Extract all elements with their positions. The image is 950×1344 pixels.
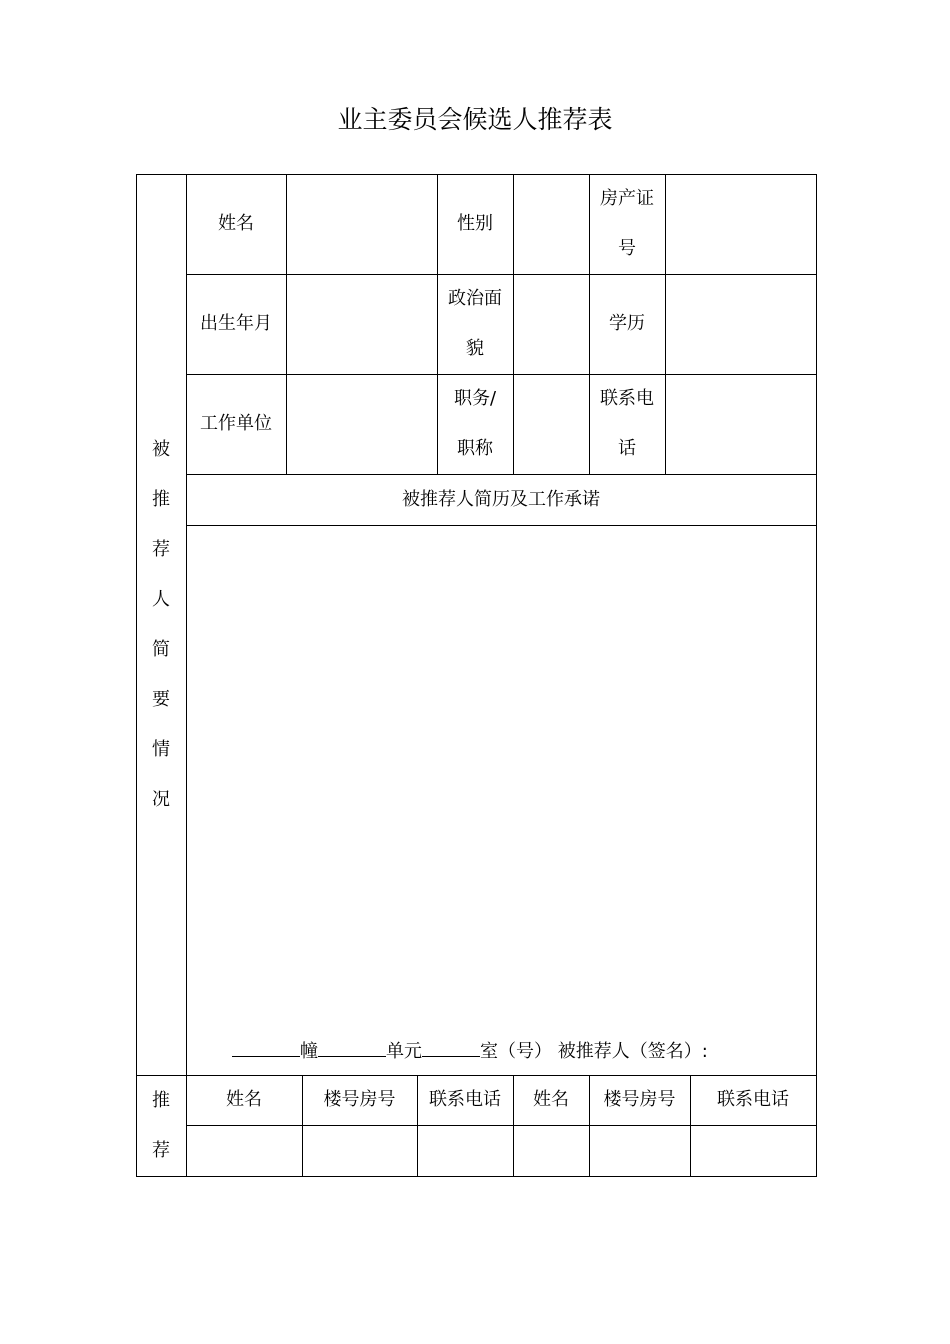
value-education[interactable]	[665, 274, 817, 375]
label-phone-text: 联系电话	[600, 388, 654, 459]
rec-value-name-2[interactable]	[513, 1125, 590, 1177]
rec-header-room-2: 楼号房号	[589, 1075, 691, 1126]
label-birth: 出生年月	[186, 274, 287, 375]
rec-header-phone-1: 联系电话	[417, 1075, 514, 1126]
resume-header: 被推荐人简历及工作承诺	[186, 474, 817, 526]
unit-blank[interactable]	[318, 1036, 386, 1057]
resume-body[interactable]	[186, 525, 817, 1076]
label-political	[437, 274, 514, 375]
side-label-recommender	[136, 1075, 187, 1177]
label-phone	[589, 374, 666, 475]
value-name[interactable]	[286, 174, 438, 275]
side-label-candidate-char: 简	[152, 638, 170, 660]
label-political-text: 政治面貌	[448, 288, 502, 359]
rec-value-phone-2[interactable]	[690, 1125, 817, 1177]
side-label-candidate-char: 荐	[152, 538, 170, 560]
rec-header-name-1: 姓名	[186, 1075, 303, 1126]
rec-header-room-1: 楼号房号	[302, 1075, 418, 1126]
rec-header-name-2: 姓名	[513, 1075, 590, 1126]
side-label-candidate	[136, 174, 187, 1076]
value-gender[interactable]	[513, 174, 590, 275]
label-position-text: 职务/职称	[453, 388, 497, 459]
side-label-candidate-char: 况	[152, 788, 170, 810]
rec-header-phone-2: 联系电话	[690, 1075, 817, 1126]
label-gender: 性别	[437, 174, 514, 275]
side-label-candidate-char: 要	[152, 688, 170, 710]
value-political[interactable]	[513, 274, 590, 375]
value-position[interactable]	[513, 374, 590, 475]
side-label-candidate-char: 人	[152, 588, 170, 610]
page-title: 业主委员会候选人推荐表	[337, 105, 613, 134]
rec-value-phone-1[interactable]	[417, 1125, 514, 1177]
value-property-cert[interactable]	[665, 174, 817, 275]
rec-value-name-1[interactable]	[186, 1125, 303, 1177]
label-name: 姓名	[186, 174, 287, 275]
value-workplace[interactable]	[286, 374, 438, 475]
room-label: 室（号）	[480, 1041, 552, 1062]
room-blank[interactable]	[422, 1036, 480, 1057]
side-label-recommender-char: 推	[152, 1089, 170, 1111]
side-label-candidate-char: 被	[152, 438, 170, 460]
side-label-candidate-char: 推	[152, 488, 170, 510]
label-property-cert	[589, 174, 666, 275]
label-property-cert-text: 房产证号	[600, 188, 654, 259]
signature-line	[232, 1036, 708, 1066]
signer-label: 被推荐人（签名）:	[557, 1041, 708, 1062]
rec-value-room-1[interactable]	[302, 1125, 418, 1177]
value-phone[interactable]	[665, 374, 817, 475]
rec-value-room-2[interactable]	[589, 1125, 691, 1177]
side-label-candidate-char: 情	[152, 738, 170, 760]
value-birth[interactable]	[286, 274, 438, 375]
label-position	[437, 374, 514, 475]
building-label: 幢	[300, 1041, 318, 1062]
unit-label: 单元	[386, 1041, 422, 1062]
building-blank[interactable]	[232, 1036, 300, 1057]
label-education: 学历	[589, 274, 666, 375]
side-label-recommender-char: 荐	[152, 1139, 170, 1161]
label-workplace: 工作单位	[186, 374, 287, 475]
